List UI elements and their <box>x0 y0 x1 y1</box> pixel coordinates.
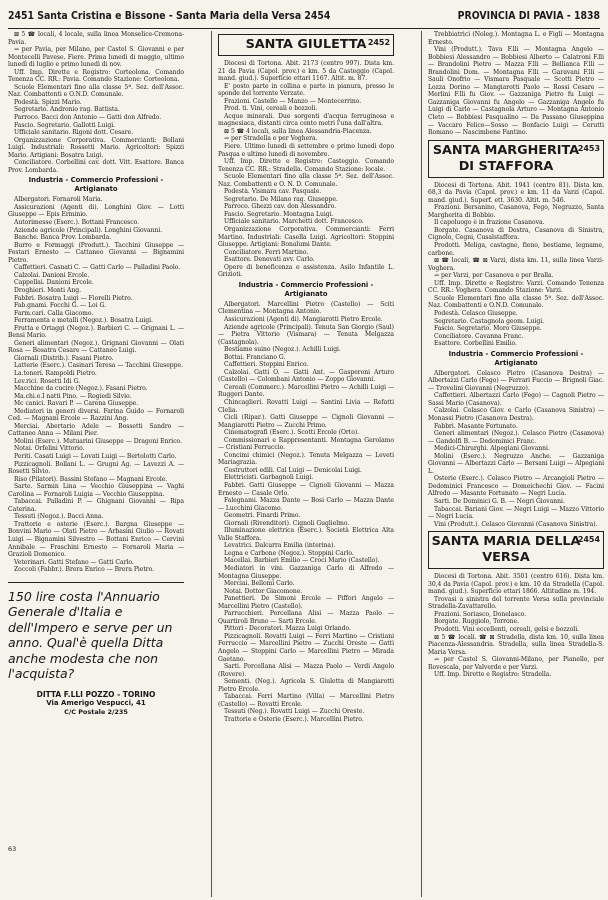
town-paragraph: Segretario. De Milano rag. Giuseppe. <box>224 195 338 203</box>
directory-entry: Calzolai. Danioni Ercole. <box>14 271 90 279</box>
town-paragraph: Frazioni. Bersanino, Casanova, Fego, Negruzzo, Santa Margherita di Bobbio. <box>428 204 604 219</box>
directory-entry: Farm.cari. Calla Giacomo. <box>14 309 94 317</box>
town-description <box>428 573 604 679</box>
directory-entry: Chincaglieri. Rovatti Luigi — Santini Livia — Refatti Clelia. <box>218 398 394 414</box>
directory-entry: Assicurazioni (Agenti di). Mangiarotti Pietro Ercole. <box>224 315 383 323</box>
directory-entry: Albergatori. Marcellini Pietro (Castello) — Sciti Clementina — Montagna Antonio. <box>218 300 394 316</box>
directory-entry: Trattorie e osterie (Eserc.). Bargna Giuseppe — Bonvini Mario — Olati Pietro — Arbasini Giulio — Rovati Luigi — Bignamini Silvestro — Bottani Enrico — Cervini Annibale — Fraschini Ernesto — Fornaroli Maria — Grazioli Domenico. <box>8 520 184 559</box>
directory-entry: Fabbri. Masante Fortunato. <box>434 422 518 430</box>
entry-list <box>8 196 184 573</box>
town-paragraph: Fiere. Ultimo lunedì di settembre e primo lunedì dopo Pasqua e ultimo lunedì di novembre. <box>218 143 394 158</box>
directory-entry: Legna e Carbone (Negoz.). Stoppini Carlo. <box>224 549 354 557</box>
directory-entry: Veterinari. Gatti Stefano — Gatti Carlo. <box>14 558 134 566</box>
directory-entry: Macellai. Barbieri Emilio — Croci Mario (Castello). <box>224 557 380 565</box>
directory-entry: Aziende agricole (Principali). Tenuta San Giorgio (Saul) — Pietra Vittorio (Vismara) — Tenuta Melgazza (Castagnola). <box>218 323 394 346</box>
intro-paragraph: Uff. Imp. Dirette e Registro: Corteolona. Comando Tenenza CC. RR.: Pavia. Comando Stazione: Corteolona. <box>8 68 184 84</box>
directory-entry: Tabaccai. Ferri Martino (Villa) — Marcellini Pietro (Castello) — Rovatti Ercole. <box>218 693 394 708</box>
directory-entry: Elettricisti. Garbagnoli Luigi. <box>224 474 314 482</box>
directory-entry: Caffettieri. Stoppini Enrico. <box>224 361 309 369</box>
town-description <box>428 182 604 348</box>
directory-entry: Pizzicagnoli. Bollani L. — Grugni Ag. — Lavezzi A. — Rosetti Silvio. <box>8 460 184 476</box>
directory-entry: Pizzicagnoli. Rovatti Luigi — Ferri Martino — Cristiani Ferruccio — Marcellini Pietro — Zucchi Oreste — Gatti Angelo — Stoppini Carlo — Marcellini Pietro — Mirada Gaetano. <box>218 632 394 663</box>
town-paragraph: ⊠ 5 ☎ locali. ☎ ⊠ Stradella, dista km. 10, sulla linea Piacenza-Alessandria. Stradella, sulla linea Stradella-S. Maria Versa. <box>428 633 604 656</box>
section-title: Industria - Commercio Professioni - Artigianato <box>238 280 374 298</box>
page-marker: 63 <box>8 845 17 853</box>
directory-entry: Ma.chi.e.I natti Pino. — Rogiedi Silvio. <box>14 392 132 400</box>
directory-entry: Cicli (Ripar.). Gatti Giuseppe — Cignoli Giovanni — Mangiarotti Pietro — Zucchi Primo. <box>218 414 394 429</box>
directory-entry: Merciai. Abertario Adele — Bossetti Sandro — Cattaneo Anna — Milani Pier. <box>8 422 184 438</box>
directory-entry: Merciai. Bellomi Carlo. <box>224 580 295 588</box>
directory-entry: Caffettieri. Casnati C. — Gatti Carlo — Palladini Paolo. <box>14 264 181 272</box>
intro-paragraph: Podestà. Spizzi Mario. <box>14 98 82 106</box>
col1-intro <box>8 31 184 174</box>
directory-entry: Ferramenta e metalli (Negoz.). Bosatra Luigi. <box>14 317 153 325</box>
directory-entry: Albergatori. Celasco Pietro (Casanova Destra) — Albertazzi Carlo (Fego) — Ferrari Fuccio — Brignoli Giac. — Trovelini Giovanni (Negruzzo). <box>428 369 604 392</box>
town-paragraph: Uff. Imp. Dirette e Registro: Casteggio. Comando Tenenza CC. RR.: Stradella. Comando Stazione: locale. <box>218 158 394 173</box>
town-paragraph: Diocesi di Tortona. Abit. 3501 (centro 616). Dista km. 30,4 da Pavia (Capol. prov.) e km. 10 da Stradella (Capol. mand. giud.). Superficie ettari 1866. Altitudine m. 194. <box>428 573 604 596</box>
directory-entry: Riso (Pilatori). Bassini Stefano — Magnani Ercole. <box>14 475 168 483</box>
town-paragraph: Diocesi di Tortona. Abit. 2173 (centro 997). Dista km. 21 da Pavia (Capol. prov.) e km. 5 da Casteggio (Capol. mand. giud.). Superficie ettari 1167. Altit. m. 87. <box>218 60 394 83</box>
directory-entry: Cereali (Commerc.). Marcellini Pietro — Achilli Luigi — Ruggeri Dante. <box>218 383 394 399</box>
town-paragraph: Conciliatore. Ferri Martino. <box>224 248 309 256</box>
directory-entry: Periti. Casati Luigi — Lovati Luigi — Bertolotti Carlo. <box>14 452 177 460</box>
intro-paragraph: Scuole Elementari fino alla classe 5ª. Sez. dell'Assoc. Naz. Combattenti e O.N.D. Comunale. <box>8 83 184 99</box>
directory-entry: Caffettieri. Albertazzi Carlo (Fego) — Cagnoli Pietro — Sassi Mario (Casanova). <box>428 392 604 407</box>
directory-entry: Lev.rici. Rosetti Idi G. <box>14 377 80 385</box>
town-paragraph: Opere di beneficenza e assistenza. Asilo Infantile L. Grizioti. <box>218 263 394 279</box>
directory-entry: Autorimesse (Eserc.). Bottani Francesco. <box>14 219 140 227</box>
town-paragraph: Diocesi di Tortona. Abit. 1941 (centro 81). Dista km. 68,3 da Pavia (Capol. prov.) e km. 11 da Varzi (Capol. mand. giud.). Superf. ett. 3630. Altit. m. 546. <box>428 181 604 204</box>
directory-entry: Pittori - Decoratori. Mazza Luigi Orlando. <box>224 625 351 633</box>
town-paragraph: ⇝ per Varzi, per Casanova e per Bralla. <box>434 272 554 280</box>
town-number: 2452 <box>367 38 390 47</box>
directory-entry: Albergatori. Fornaroli Maria. <box>14 196 103 204</box>
directory-entry: Sarti. De Dominici G. B. — Negri Giovanni. <box>434 497 565 505</box>
directory-entry: Panettieri. De Simoni Ercole — Piffori Angelo — Marcellini Pietro (Castello). <box>218 595 394 610</box>
directory-entry: Tessuti (Negoz.). Bacci Anna. <box>14 513 104 521</box>
column-3 <box>428 31 604 897</box>
intro-paragraph: ⊠ 5 ☎ locali, 4 locale, sulla linea Monselice-Cremona-Pavia. <box>8 31 184 46</box>
directory-entry: Vini (Produtt.). Celasco Giovanni (Casanova Sinistra). <box>434 520 598 528</box>
entry-list-continued <box>428 31 604 137</box>
town-paragraph: Podestà. Celasco Giuseppe. <box>434 309 518 317</box>
ad-postal-account: C/C Postale 2/235 <box>64 708 128 717</box>
ad-address: Via Amerigo Vespucci, 41 <box>46 699 146 708</box>
directory-entry: Geometri. Finardi Primo. <box>224 512 301 520</box>
directory-entry: Fabbri. Bosatra Luigi — Fiorelli Pietro. <box>14 294 133 302</box>
directory-entry: Zoccoli (Fabbr.). Brera Enrico — Brera Pietro. <box>14 566 155 574</box>
directory-entry: Cinematografi (Eserc.). Scotti Ercole (Orto). <box>224 429 360 437</box>
directory-entry: Fab.gnami. Focchi G. — Loi G. <box>14 302 106 310</box>
directory-entry: Latterie (Eserc.). Casinari Teresa — Tacchini Giuseppe. <box>14 362 183 370</box>
section-title: Industria - Commercio Professioni - Artigianato <box>28 176 164 194</box>
directory-entry: Banche. Banca Prov. Lombarda. <box>14 234 112 242</box>
intro-paragraph: Parroco. Bacci don Antonio — Gatti don Alfredo. <box>14 114 162 122</box>
directory-entry: Aziende agricole (Principali). Longhini Giovanni. <box>14 226 163 234</box>
directory-entry: Macchine da cucire (Negoz.). Fasani Pietro. <box>14 385 148 393</box>
directory-entry: Concimi chimici (Negoz.). Tenuta Melgazza — Leveti Mariagrazia. <box>218 451 394 467</box>
town-paragraph: E' posto parte in collina e parte in pianura, presso le sponde del torrente Verzate. <box>218 82 394 98</box>
directory-entry: Vini (Produtt.). Tava F.lli — Montagna Angelo — Bobbiesi Alessandro — Bobbiesi Alberto — Calatroni F.lli — Brandolini Pietro — Mazza F.lli — Bellianca F.lli — Brandolini Dom. — Montagna F.lli — Garavani F.lli — Sauli Onofrio — Vismara Pasquale — Scotti Pietro — Lozza Dorino — Mangiarotti Paolo — Rossi Cesare — Merlini F.lli fu Giov. — Gazzaniga Pietro fu Luigi — Gazzaniga Giovanni fu Angelo — Gazzaniga Angelo fu Luigi di Carlo — Castagnola Arturo — Montagna Antonio Cleto — Bobbiesi Pasqualino — Da Passano Giuseppina — Vaccaro Felice—Sosso — Bonfacio Luigi — Cerutti Romano — Nascimbene Fantino. <box>428 46 604 137</box>
town-paragraph: Trovasi a sinistra del torrente Versa sulla provinciale Stradella-Zavattarello. <box>428 595 604 611</box>
town-description <box>218 60 394 279</box>
town-paragraph: ⇝ per Stradella e per Voghera. <box>224 135 318 143</box>
directory-entry: Trattorie e Osterie (Eserc.). Marcellini Pietro. <box>224 715 364 723</box>
directory-entry: Notai. Orfelini Vittorio. <box>14 445 85 453</box>
directory-entry: Cappellai. Danioni Ercole. <box>14 279 94 287</box>
town-paragraph: Prodotti. Vini eccellenti, cereali, gelsi e bozzoli. <box>434 626 580 633</box>
town-paragraph: Prod. ti. Vini, cereali e bozzoli. <box>224 105 318 113</box>
directory-entry: Generi alimentari (Negoz.). Grignani Giovanni — Olati Rosa — Bosatra Cesare — Cattaneo Luigi. <box>8 339 184 355</box>
town-paragraph: Borgate. Ruggiolo, Torrone. <box>434 618 519 626</box>
directory-entry: Commissionari e Rappresentanti. Montagna Gerolamo — Cristiani Ferruccio. <box>218 436 394 452</box>
directory-entry: Tessuti (Neg.). Rovatti Luigi — Zucchi Oreste. <box>224 708 365 716</box>
town-paragraph: Scuole Elementari fino alla classe 5ª. Sez. dell'Assoc. Naz. Combattenti e O.N.D. Comunale. <box>428 294 604 310</box>
directory-entry: Tabaccai. Palladini P. — Ghignani Giovanni — Ripa Caterina. <box>8 498 184 513</box>
town-paragraph: Podestà. Vismara cav. Pasquale. <box>224 188 322 196</box>
directory-entry: Notai. Dottor Giacomone. <box>224 587 303 595</box>
entry-list <box>428 370 604 528</box>
town-paragraph: Parroco. Ghezzi cav. don Alessandro. <box>224 203 337 211</box>
town-paragraph: Acque minerali. Due sorgenti d'acqua ferruginosa e magnesiaca, distanti circa cento metri l'una dall'altra. <box>218 112 394 128</box>
directory-entry: Calzolai. Gatti O. — Gatti Ant. — Gasperoni Arturo (Castello) — Colombani Antonio — Zoppo Giovanni. <box>218 368 394 384</box>
town-name: SANTA MARGHERITA DI STAFFORA <box>432 142 580 174</box>
directory-entry: Falegnami. Mazza Dante — Bosi Carlo — Mazza Dante — Lucchini Giacomo. <box>218 497 394 512</box>
directory-entry: Mc canici. Ravari P. — Carena Giuseppe. <box>14 400 139 408</box>
directory-entry: Tabaccai. Bariani Giov. — Negri Luigi — Mazzo Vittorio — Negri Lucia. <box>428 505 604 521</box>
directory-entry: Sementi. (Neg.). Agricola S. Giuletta di Mangiarotti Pietro Ercole. <box>218 678 394 693</box>
town-paragraph: Conciliatore. Cavanna Franc. <box>434 332 524 340</box>
ad-company: DITTA F.LLI POZZO - TORINO <box>36 689 156 699</box>
directory-entry: Giornali (Distrib.). Fasani Pietro. <box>14 354 114 362</box>
town-paragraph: ⊠ ☎ locali, ☎ ⊠ Varzi, dista km. 11, sulla linea Varzi-Voghera. <box>428 257 604 272</box>
intro-paragraph: Organizzazione Corporativa. Commercianti: Bollani Luigi. Industriali: Rossetti Mario. Agricoltori: Spizzi Mario. Artigiani: Bosatra Luigi. <box>8 136 184 159</box>
town-name: SANTA GIULETTA <box>245 37 367 52</box>
directory-entry: Costruttori edili. Cal Luigi — Denicolai Luigi. <box>224 466 362 474</box>
column-divider <box>211 31 212 897</box>
town-paragraph: Frazioni. Castello — Manzo — Montecerrino. <box>224 97 362 105</box>
directory-entry: Trebbiatrici (Noleg.). Montagna L. e Figli — Montagna Ernesto. <box>428 31 604 46</box>
directory-entry: Mediatori in generi diversi. Farina Guido — Fornaroli Ced. — Magnani Ercole — Razzini Ang. <box>8 407 184 423</box>
directory-entry: Calzolai. Celasco Giov. e Carlo (Casanova Sinistra) — Monassi Pietro (Casanova Destra). <box>428 407 604 422</box>
intro-paragraph: Conciliatore. Corbellini cav. dott. Vitt. Esattore. Banca Prov. Lombarda. <box>8 159 184 174</box>
town-number: 2453 <box>577 143 600 153</box>
town-paragraph: Prodotti. Meliga, castagne, fieno, bestiame, legname, carbone. <box>428 242 604 257</box>
town-paragraph: Frazioni. Soriasco, Donelasco. <box>434 610 527 618</box>
directory-entry: Giornali (Rivenditori). Cignoli Guglielmo. <box>224 519 350 527</box>
advertisement <box>8 582 184 718</box>
header-range-title: 2451 Santa Cristina e Bissone - Santa Maria della Versa 2454 <box>8 10 331 22</box>
directory-entry: Illuminazione elettrica (Eserc.). Società Elettrica Alta Valle Staffora. <box>218 527 394 542</box>
town-paragraph: Segretario. Castagnola geom. Luigi. <box>434 317 545 325</box>
town-paragraph: Uff. Imp. Dirette e Registro: Stradella. <box>434 671 552 679</box>
town-paragraph: Borgate. Casanova di Destra, Casanova di Sinistra, Cignolo, Cegni, Cusalstaffora. <box>428 226 604 242</box>
directory-entry: Osterie (Eserc.). Celasco Pietro — Arcangioli Pietro — Dedominici Francesco — Domeichechi Giov. — Facini Alfredo — Masante Fortunato — Negri Lucia. <box>428 475 604 498</box>
entry-list <box>218 301 394 724</box>
intro-paragraph: ⇝ per Pavia, per Milano, per Castel S. Giovanni e per Montecelli Pavese. Fiere. Prima lunedì di maggio, ultimo lunedì di luglio e primo lunedì di nov. <box>8 46 184 69</box>
intro-paragraph: Ufficiale sanitario. Rigoni dott. Cesare. <box>14 129 134 137</box>
directory-entry: Molini (Eserc.). Mutuarini Giuseppe — Dragoni Enrico. <box>14 437 182 445</box>
directory-entry: Molini (Eserc.). Negruzzo Anche. — Gazzaniga Giovanni — Albertazzi Carlo — Bersani Luigi — Alpegiani L. <box>428 452 604 475</box>
town-paragraph: ⇝ per Castel S. Giovanni-Milano, per Pianello, per Rovescala, per Valverde e per Varzi. <box>428 656 604 671</box>
town-heading-santa-margherita <box>428 140 604 178</box>
town-paragraph: Esattore. Denevati avv. Carlo. <box>224 256 315 264</box>
directory-entry: Burro e Formaggi (Produtt.). Tacchini Giuseppe — Festari Ernesto — Cattaneo Giovanni — Bignamini Pietro. <box>8 241 184 264</box>
directory-entry: Sarti. Porcellana Alisi — Mazza Paolo — Verdi Angelo (Rovere). <box>218 663 394 678</box>
town-paragraph: Organizzazione Corporativa. Commercianti: Ferri Martino. Industriali: Casella Luigi. Agricoltori: Stoppini Giuseppe. Artigiani: Bonalumi Dante. <box>218 226 394 249</box>
town-paragraph: Uff. Imp. Dirette e Registro: Varzi. Comando Tenenza CC. RR.: Voghera. Comando Stazione: Varzi. <box>428 279 604 295</box>
intro-paragraph: Segretario. Andronio rag. Battista. <box>14 106 120 114</box>
ad-headline: 150 lire costa l'Annuario Generale d'Italia e dell'Impero e serve per un anno. Qual'è quella Ditta anche modesta che non l'acquista? <box>8 588 173 682</box>
town-paragraph: Ufficiale sanitario. Marchetti dott. Francesco. <box>224 218 364 226</box>
directory-entry: Bestiame suino (Negoz.). Achilli Luigi. <box>224 346 341 354</box>
directory-entry: Droghieri. Monti Ang. <box>14 286 81 294</box>
directory-entry: Sarte. Sarmin Lina — Vecchio Giuseppina — Vaghi Carolina — Fornaroli Luigia — Vecchio Giuseppina. <box>8 483 184 498</box>
town-heading-santa-giuletta <box>218 34 394 56</box>
column-2 <box>218 31 394 897</box>
page-header <box>8 4 600 29</box>
town-number: 2454 <box>577 535 600 545</box>
directory-entry: Bottai. Franciano G. <box>224 353 286 361</box>
intro-paragraph: Fascio. Segretario. Gallotti Luigi. <box>14 121 116 129</box>
directory-entry: Generi alimentari (Negoz.). Celasco Pietro (Casanova) — Gandolfi B. — Dedominici Franc. <box>428 430 604 445</box>
town-heading-santa-maria-della-versa <box>428 531 604 569</box>
directory-entry: Fabbri. Gatti Giuseppe — Cignoli Giovanni — Mazza Ernesto — Casale Orlo. <box>218 481 394 497</box>
town-paragraph: Scuole Elementari fino alla classe 5ª. Sez. dell'Assoc. Naz. Combattenti e O. N. D. Comunale. <box>218 173 394 188</box>
town-name: SANTA MARIA DELLA VERSA <box>431 534 581 566</box>
town-paragraph: Esattore. Corbellini Emilio. <box>434 340 517 348</box>
directory-entry: Medici-Chirurghi. Alpegiani Giovanni. <box>434 445 550 453</box>
directory-entry: Levatrici. Dalcarra Emilia (interina). <box>224 542 336 550</box>
town-paragraph: ⊠ 5 ☎ 4 locali, sulla linea Alessandria-Piacenza. <box>224 127 372 135</box>
directory-entry: Assicurazioni (Agenti di). Longhini Giov. — Lotti Giuseppe — Epis Erminio. <box>8 203 184 219</box>
directory-entry: Frutta e Ortaggi (Negoz.). Barbieri C. — Grignani L. — Bensi Mario. <box>8 324 184 340</box>
column-divider <box>421 31 422 897</box>
town-paragraph: Fascio. Segretario. Montagna Luigi. <box>224 210 334 218</box>
town-paragraph: Fascio. Segretario. Moro Giuseppe. <box>434 325 542 333</box>
directory-entry: Parrucchieri. Porcellana Alisi — Mazza Paolo — Quartiroli Bruno — Sarti Ercole. <box>218 610 394 625</box>
directory-entry: Mediatori in vini. Gazzaniga Carlo di Alfredo — Montagna Giuseppe. <box>218 565 394 580</box>
header-province: PROVINCIA DI PAVIA - 1838 <box>457 10 600 22</box>
column-1 <box>8 31 184 897</box>
section-title: Industria - Commercio Professioni - Artigianato <box>448 349 584 367</box>
town-paragraph: Il capoluogo è in frazione Casanova. <box>434 219 545 227</box>
directory-entry: La.toneri. Rampoldi Pietro. <box>14 369 97 377</box>
